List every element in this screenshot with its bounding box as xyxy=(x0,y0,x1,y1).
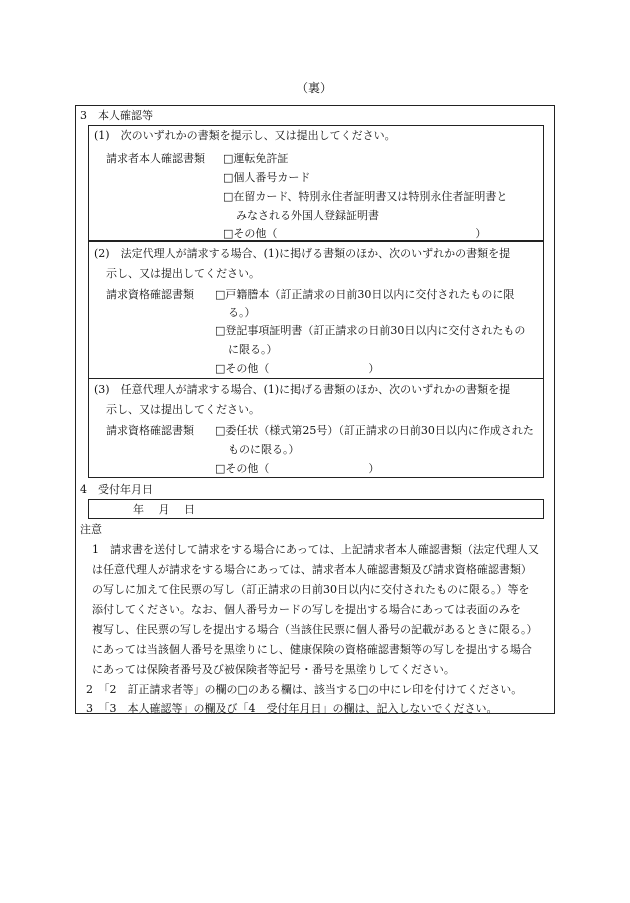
checkbox-other-identity[interactable]: □その他（ ） xyxy=(223,227,487,240)
checkbox-other-voluntary[interactable]: □その他（ ） xyxy=(215,462,380,475)
box2-intro-line1: (2) 法定代理人が請求する場合、(1)に掲げる書類のほか、次のいずれかの書類を提 xyxy=(94,247,511,260)
family-register-continuation: る。） xyxy=(228,306,256,319)
note1-line4: 添付してください。なお、個人番号カードの写しを提出する場合にあっては表面のみを xyxy=(92,603,521,616)
note1-line3: の写しに加えて住民票の写し（訂正請求の日前30日以内に交付されたものに限る。）等を xyxy=(92,583,530,596)
checkbox-drivers-license[interactable]: □運転免許証 xyxy=(223,152,289,165)
checkbox-family-register[interactable]: □戸籍謄本（訂正請求の日前30日以内に交付されたものに限 xyxy=(215,288,515,301)
box1-label: 請求者本人確認書類 xyxy=(106,152,205,165)
note1-line2: は任意代理人が請求をする場合にあっては、請求者本人確認書類及び請求資格確認書類） xyxy=(92,563,532,576)
note1-line1: 1 請求書を送付して請求をする場合にあっては、上記請求者本人確認書類（法定代理人又 xyxy=(92,543,539,556)
note1-line7: にあっては保険者番号及び被保険者等記号・番号を黒塗りしてください。 xyxy=(92,663,455,676)
note1-line6: にあっては当該個人番号を黒塗りにし、健康保険の資格確認書類等の写しを提出する場合 xyxy=(92,643,532,656)
residence-card-continuation: みなされる外国人登録証明書 xyxy=(236,209,379,222)
note3: 3 「3 本人確認等」の欄及び「4 受付年月日」の欄は、記入しないでください。 xyxy=(86,702,498,715)
checkbox-power-of-attorney[interactable]: □委任状（様式第25号）（訂正請求の日前30日以内に作成された xyxy=(215,424,534,437)
box3-intro-line2: 示し、又は提出してください。 xyxy=(106,403,260,416)
checkbox-my-number-card[interactable]: □個人番号カード xyxy=(223,171,311,184)
box1-intro: (1) 次のいずれかの書類を提示し、又は提出してください。 xyxy=(94,129,396,142)
legal-agent-box xyxy=(88,241,544,379)
power-of-attorney-continuation: ものに限る。） xyxy=(228,443,300,456)
section3-heading: 3 本人確認等 xyxy=(80,109,153,122)
page-label: （裏） xyxy=(296,81,333,95)
note1-line5: 複写し、住民票の写しを提出する場合（当該住民票に個人番号の記載があるときに限る。） xyxy=(92,623,538,636)
box2-label: 請求資格確認書類 xyxy=(106,288,194,301)
box3-intro-line1: (3) 任意代理人が請求する場合、(1)に掲げる書類のほか、次のいずれかの書類を提 xyxy=(94,383,511,396)
reception-date: 年 月 日 xyxy=(133,503,195,516)
box2-intro-line2: 示し、又は提出してください。 xyxy=(106,267,260,280)
checkbox-other-legal[interactable]: □その他（ ） xyxy=(215,362,380,375)
notes-heading: 注意 xyxy=(80,523,102,536)
identity-docs-box xyxy=(88,125,544,241)
box3-label: 請求資格確認書類 xyxy=(106,424,194,437)
checkbox-registry-certificate[interactable]: □登記事項証明書（訂正請求の日前30日以内に交付されたもの xyxy=(215,324,526,337)
registry-certificate-continuation: に限る。） xyxy=(228,343,278,356)
note2: 2 「2 訂正請求者等」の欄の□のある欄は、該当する□の中にレ印を付けてください。 xyxy=(86,683,523,696)
checkbox-residence-card[interactable]: □在留カード、特別永住者証明書又は特別永住者証明書と xyxy=(223,190,508,203)
section4-heading: 4 受付年月日 xyxy=(80,483,153,496)
